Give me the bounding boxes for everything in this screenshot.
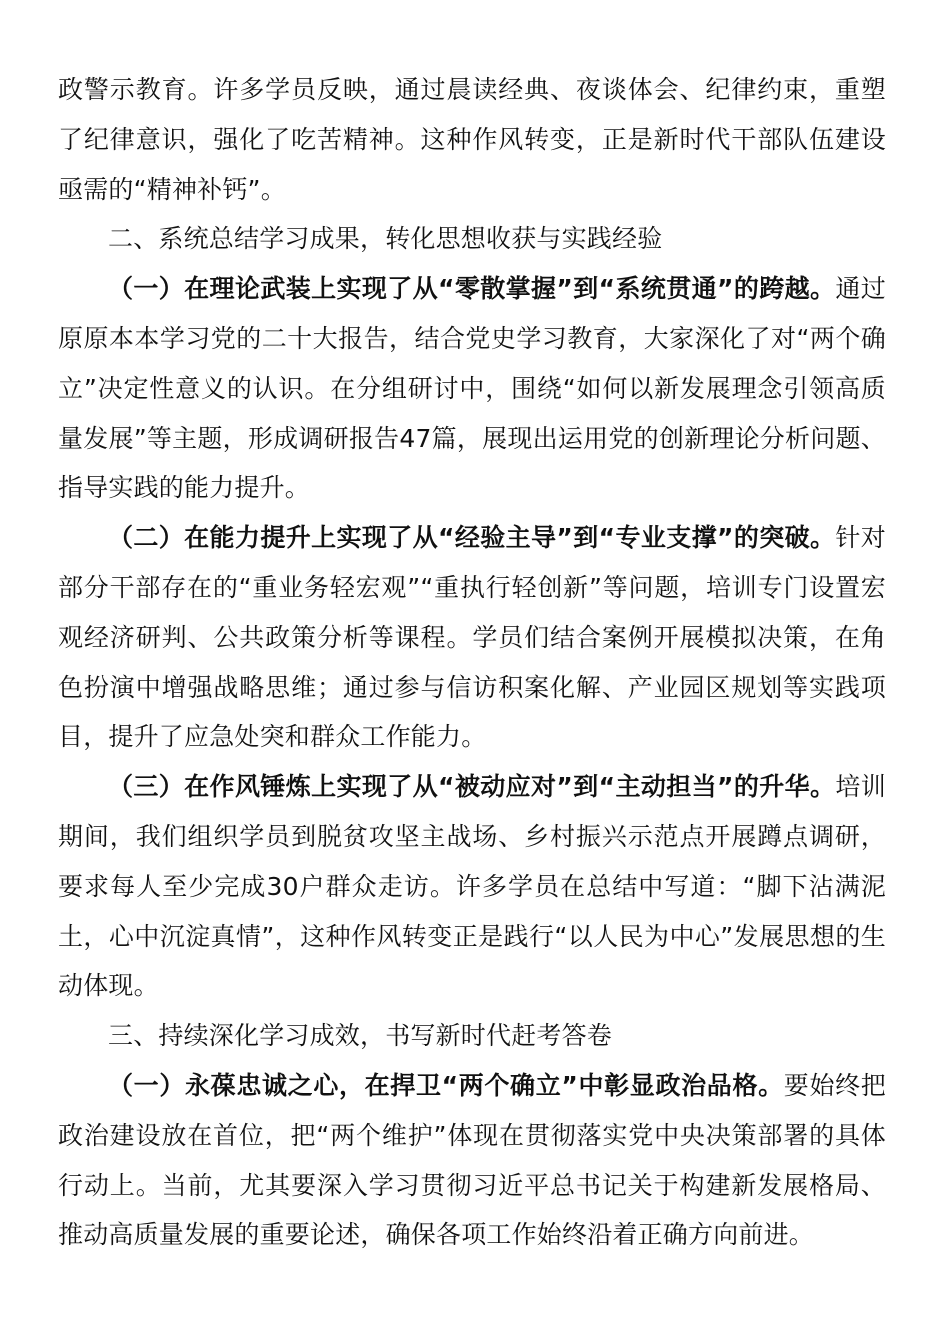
section-heading-two bbox=[58, 214, 886, 264]
paragraph-bold-lead: （三）在作风锤炼上实现了从“被动应对”到“主动担当”的升华。 bbox=[108, 772, 836, 802]
section-heading-text: 三、持续深化学习成效，书写新时代赶考答卷 bbox=[108, 1021, 613, 1051]
paragraph-bold-lead: （二）在能力提升上实现了从“经验主导”到“专业支撑”的突破。 bbox=[108, 523, 836, 553]
paragraph-loyalty bbox=[58, 1061, 886, 1260]
paragraph-theory-armament bbox=[58, 264, 886, 513]
section-heading-three bbox=[58, 1011, 886, 1061]
paragraph-text: 通过原原本本学习党的二十大报告，结合党史学习教育，大家深化了对“两个确立”决定性意义的认识。在分组研讨中，围绕“如何以新发展理念引领高质量发展”等主题，形成调研报告47篇，展现出运用党的创新理论分析问题、指导实践的能力提升。 bbox=[58, 274, 886, 503]
paragraph-text: 培训期间，我们组织学员到脱贫攻坚主战场、乡村振兴示范点开展蹲点调研，要求每人至少完成30户群众走访。许多学员在总结中写道：“脚下沾满泥土，心中沉淀真情”，这种作风转变正是践行“以人民为中心”发展思想的生动体现。 bbox=[58, 772, 886, 1001]
paragraph-text: 针对部分干部存在的“重业务轻宏观”“重执行轻创新”等问题，培训专门设置宏观经济研判、公共政策分析等课程。学员们结合案例开展模拟决策，在角色扮演中增强战略思维；通过参与信访积案化解、产业园区规划等实践项目，提升了应急处突和群众工作能力。 bbox=[58, 523, 886, 752]
section-heading-text: 二、系统总结学习成果，转化思想收获与实践经验 bbox=[108, 224, 663, 254]
paragraph-bold-lead: （一）在理论武装上实现了从“零散掌握”到“系统贯通”的跨越。 bbox=[108, 274, 836, 304]
paragraph-warning-education bbox=[58, 65, 886, 214]
paragraph-bold-lead: （一）永葆忠诚之心，在捍卫“两个确立”中彰显政治品格。 bbox=[108, 1070, 784, 1100]
document-body bbox=[58, 65, 886, 1260]
paragraph-style-tempering bbox=[58, 762, 886, 1011]
paragraph-text: 要始终把政治建设放在首位，把“两个维护”体现在贯彻落实党中央决策部署的具体行动上。当前，尤其要深入学习贯彻习近平总书记关于构建新发展格局、推动高质量发展的重要论述，确保各项工作始终沿着正确方向前进。 bbox=[58, 1070, 886, 1250]
paragraph-ability-improvement bbox=[58, 513, 886, 762]
paragraph-text: 政警示教育。许多学员反映，通过晨读经典、夜谈体会、纪律约束，重塑了纪律意识，强化了吃苦精神。这种作风转变，正是新时代干部队伍建设亟需的“精神补钙”。 bbox=[58, 75, 886, 204]
